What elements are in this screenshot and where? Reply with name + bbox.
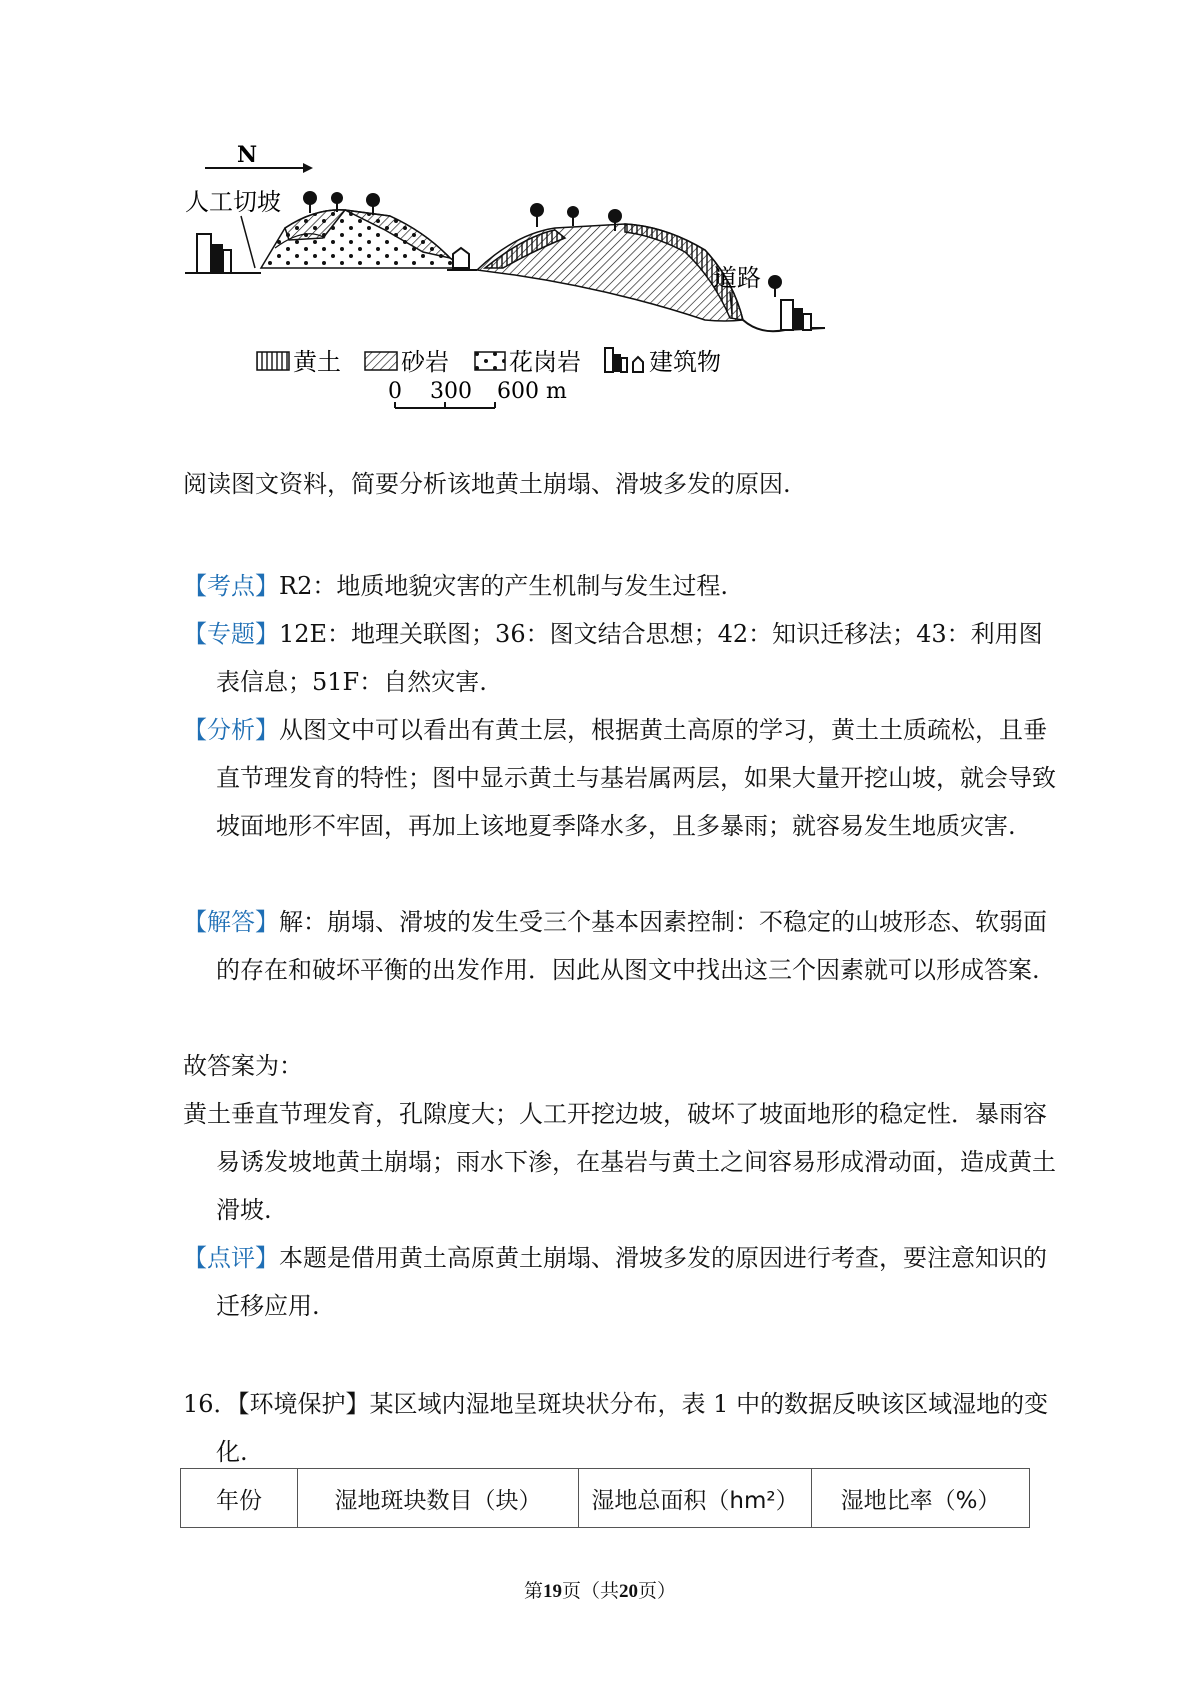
scale-bar <box>388 379 567 408</box>
footer-middle: 页（共 <box>561 1580 619 1602</box>
building-icon <box>197 234 231 273</box>
table-header-row <box>181 1469 1030 1528</box>
section-text: 本题是借用黄土高原黄土崩塌、滑坡多发的原因进行考查，要注意知识的迁移应用. <box>216 1244 1047 1320</box>
scale-tick-label: 0 <box>388 379 402 404</box>
building-icon <box>781 300 811 330</box>
question-text: 阅读图文资料，简要分析该地黄土崩塌、滑坡多发的原因. <box>183 470 791 498</box>
legend-item-sandstone <box>365 348 449 376</box>
table-header-cell: 湿地斑块数目（块） <box>298 1469 579 1528</box>
table-header-cell: 湿地比率（%） <box>812 1469 1030 1528</box>
footer-page-number: 19 <box>542 1581 562 1602</box>
section-dianping <box>183 1234 1061 1330</box>
footer-total-pages: 20 <box>619 1581 638 1602</box>
cut-slope-label: 人工切坡 <box>185 188 281 216</box>
section-text: 解：崩塌、滑坡的发生受三个基本因素控制：不稳定的山坡形态、软弱面的存在和破坏平衡的出发作用．因此从图文中找出这三个因素就可以形成答案. <box>216 908 1047 984</box>
section-kaodian <box>183 562 1061 610</box>
hill-left <box>261 210 465 268</box>
terrain-profile-svg <box>185 140 905 440</box>
question-16: 16．【环境保护】某区域内湿地呈斑块状分布，表 1 中的数据反映该区域湿地的变化. <box>183 1390 1049 1466</box>
legend-label: 花岗岩 <box>509 348 581 376</box>
section-jieda <box>183 898 1061 994</box>
legend <box>257 348 721 376</box>
legend-item-loess <box>257 348 341 376</box>
table-header-cell: 湿地总面积（hm²） <box>579 1469 812 1528</box>
legend-item-granite <box>475 348 581 376</box>
section-tag: 【解答】 <box>183 908 279 936</box>
section-text: 12E：地理关联图；36：图文结合思想；42：知识迁移法；43：利用图表信息；51F：自然灾害. <box>216 620 1043 696</box>
section-tag: 【分析】 <box>183 716 279 744</box>
section-fenxi <box>183 706 1061 850</box>
section-tag: 【考点】 <box>183 572 279 600</box>
table-header-cell: 年份 <box>181 1469 298 1528</box>
small-house-icon <box>453 248 469 268</box>
legend-label: 建筑物 <box>649 348 721 376</box>
answer-intro: 故答案为： <box>183 1052 303 1080</box>
terrain-profile-figure <box>185 140 905 440</box>
footer-prefix: 第 <box>523 1580 543 1602</box>
section-tag: 【点评】 <box>183 1244 279 1272</box>
wetland-table <box>180 1468 1030 1528</box>
page-footer <box>0 1576 1200 1603</box>
section-text: 从图文中可以看出有黄土层，根据黄土高原的学习，黄土土质疏松，且垂直节理发育的特性；图中显示黄土与基岩属两层，如果大量开挖山坡，就会导致坡面地形不牢固，再加上该地夏季降水多，且多暴雨；就容易发生地质灾害. <box>216 716 1056 840</box>
road-label: 道路 <box>713 264 761 292</box>
answer-text: 黄土垂直节理发育，孔隙度大；人工开挖边坡，破坏了坡面地形的稳定性．暴雨容易诱发坡地黄土崩塌；雨水下渗，在基岩与黄土之间容易形成滑动面，造成黄土滑坡. <box>183 1100 1056 1224</box>
legend-label: 黄土 <box>293 348 341 376</box>
north-label: N <box>236 142 258 168</box>
footer-suffix: 页） <box>638 1580 677 1602</box>
legend-item-buildings <box>605 348 721 376</box>
scale-tick-label: 300 <box>430 379 472 404</box>
scale-tick-label: 600 m <box>497 379 567 404</box>
section-text: R2：地质地貌灾害的产生机制与发生过程. <box>279 572 728 600</box>
section-zhuanti <box>183 610 1061 706</box>
hill-right <box>477 224 743 321</box>
legend-label: 砂岩 <box>401 348 449 376</box>
section-tag: 【专题】 <box>183 620 279 648</box>
